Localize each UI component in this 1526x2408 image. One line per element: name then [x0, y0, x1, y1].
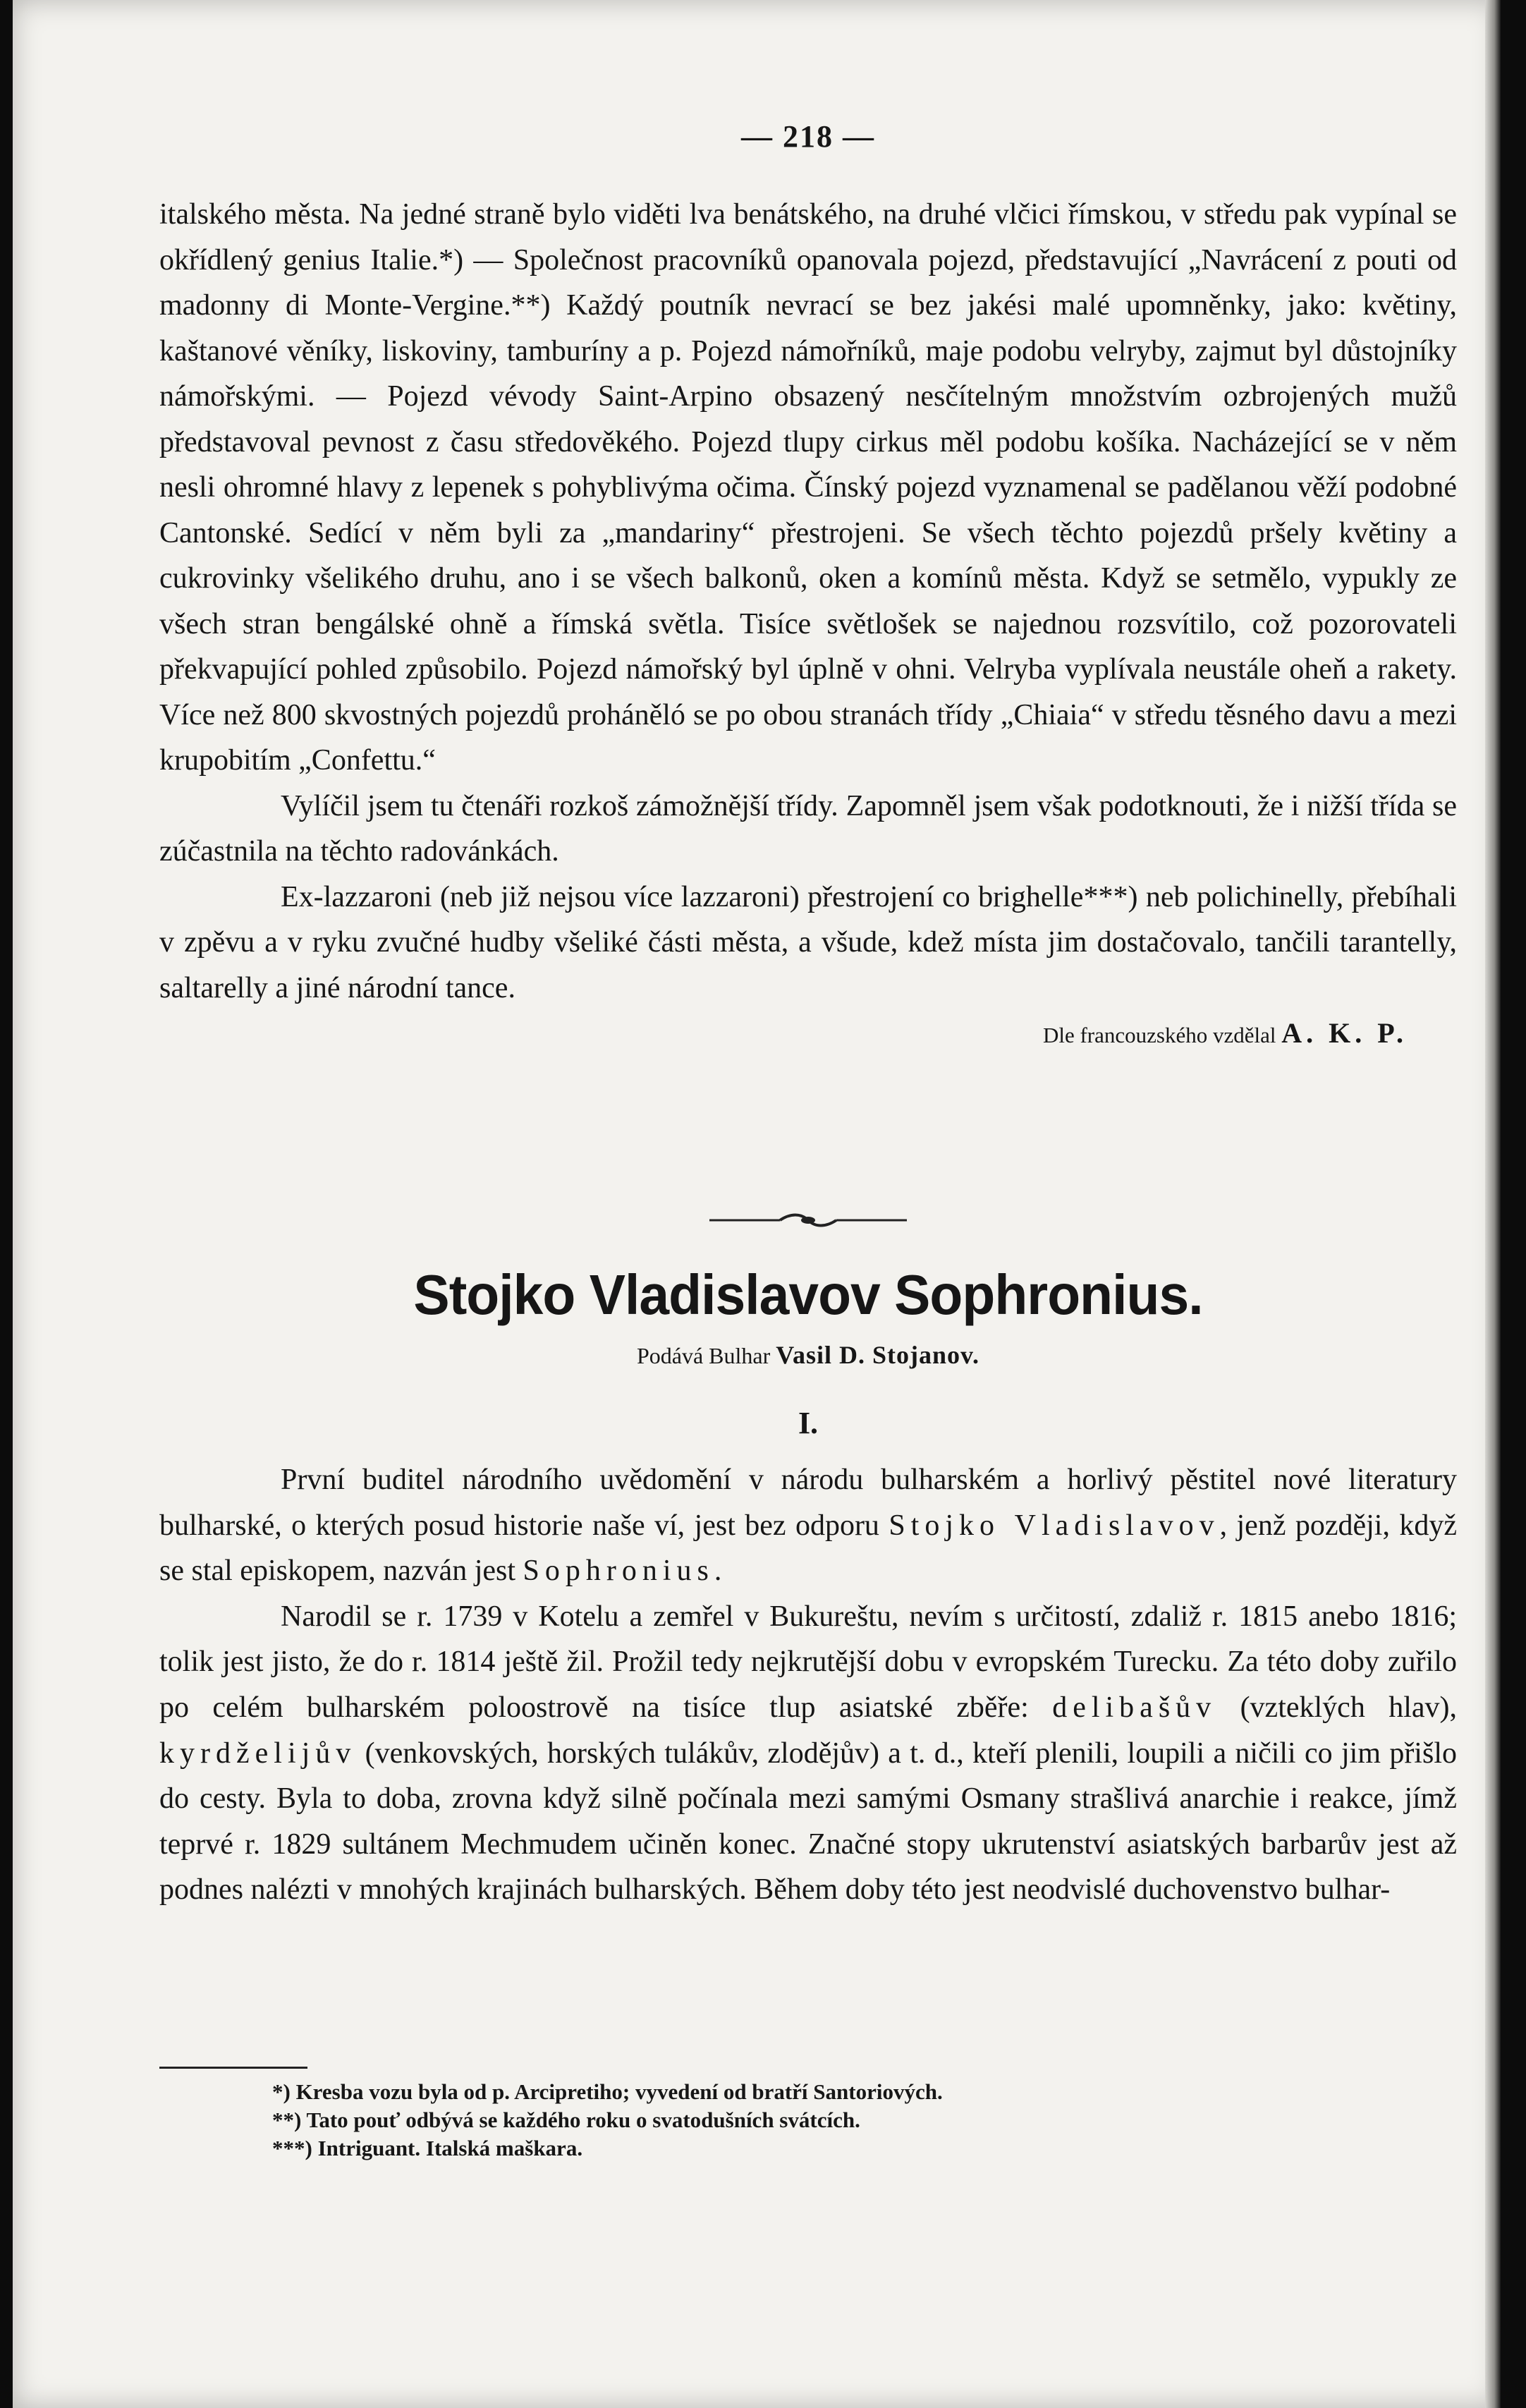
text-run: .: [714, 1555, 722, 1588]
paragraph-biography: [159, 1594, 1457, 1913]
footnote-rule: [159, 2067, 307, 2069]
text-run: (vzteklých hlav),: [1216, 1691, 1458, 1724]
byline-prefix: Podává Bulhar: [636, 1343, 771, 1368]
page-number: — 218 —: [741, 119, 875, 154]
article-body: [159, 1457, 1457, 1913]
text-run: První buditel národního uvědomění v národu bulharském a horlivý pěstitel nové literatury bulharské, o kterých posud historie naše ví, jest bez odporu: [159, 1464, 1457, 1542]
section-divider-ornament: [709, 1210, 907, 1230]
byline-author: Vasil D. Stojanov.: [776, 1341, 980, 1369]
signature-line: [159, 1011, 1457, 1058]
spaced-name-stojko: Stojko Vladislavov: [889, 1509, 1220, 1542]
text-run: , jenž později, když se stal episkopem, nazván jest: [159, 1509, 1458, 1588]
section-number: I.: [798, 1406, 819, 1440]
article-byline: [159, 1340, 1457, 1370]
paragraph-lazzaroni: Ex-lazzaroni (neb již nejsou více lazzaroni) přestrojení co brighelle***) neb polichinelly, přebíhali v zpěvu a v ryku zvučné hudby všeliké části města, a všude, kdež místa jim dostačovalo, tančili tarantelly, saltarelly a jiné národní tance.: [159, 880, 1457, 1004]
scanned-page: [13, 0, 1501, 2408]
paragraph-first-awakener: [159, 1457, 1457, 1594]
footnotes: [272, 2078, 1330, 2163]
signature-prefix: Dle francouzského vzdělal: [1042, 1023, 1276, 1047]
text-run: (venkovských, horských tulákův, zlodějův) a t. d., kteří plenili, loupili a ničili co jim přišlo do cesty. Byla to doba, zrovna když silně počínala mezi samými Osmany strašlivá anarchie i reakce, jímž teprvé r. 1829 sultánem Mechmudem učiněn konec. Značné stopy ukrutenství asiatských barbarův jest až podnes nalézti v mnohých krajinách bulharských. Během doby této jest neodvislé duchovenstvo bulhar-: [159, 1737, 1457, 1907]
paragraph-upper-class: Vylíčil jsem tu čtenáři rozkoš zámožnější třídy. Zapomněl jsem však podotknouti, že i nižší třída se zúčastnila na těchto radovánkách.: [159, 789, 1457, 868]
paragraph-carnival: italského města. Na jedné straně bylo viděti lva benátského, na druhé vlčici římskou, v středu pak vypínal se okřídlený genius Italie.*) — Společnost pracovníků opanovala pojezd, představující „Navrácení z pouti od madonny di Monte-Vergine.**) Každý poutník nevrací se bez jakési malé upomněnky, jako: květiny, kaštanové věníky, liskoviny, tamburíny a p. Pojezd námořníků, maje podobu velryby, zajmut byl důstojníky námořskými. — Pojezd vévody Saint-Arpino obsazený nesčítelným množstvím ozbrojených mužů představoval pevnost z času středověkého. Pojezd tlupy cirkus měl podobu košíka. Nacházející se v něm nesli ohromné hlavy z lepenek s pohyblivýma očima. Čínský pojezd vyznamenal se padělanou věží podobné Cantonské. Sedící v něm byli za „mandariny“ přestrojeni. Se všech těchto pojezdů pršely květiny a cukrovinky všelikého druhu, ano i se všech balkonů, oken a komínů města. Když se setmělo, vypukly ze všech stran bengálské ohně a římská světla. Tisíce světlošek se najednou rozsvítilo, což pozorovateli překvapující pohled způsobilo. Pojezd námořský byl úplně v ohni. Velryba vyplívala neustále oheň a rakety. Více než 800 skvostných pojezdů proháněló se po obou stranách třídy „Chiaia“ v středu těsného davu a mezi krupobitím „Confettu.“: [159, 198, 1457, 777]
spaced-term-delibasuv: delibašův: [1052, 1691, 1217, 1724]
text-run: Narodil se r. 1739 v Kotelu a zemřel v Bukureštu, nevím s určitostí, zdaliž r. 1815 anebo 1816; tolik jest jisto, že do r. 1814 ještě žil. Prožil tedy nejkrutější dobu v evropském Turecku. Za této doby zuřilo po celém bulharském poloostrově na tisíce tlup asiatské zběře:: [159, 1600, 1457, 1724]
footnote-1: *) Kresba vozu byla od p. Arcipretiho; vyvedení od bratří Santoriových.: [272, 2079, 943, 2104]
spaced-term-kyrdzelijuv: kyrdželijův: [159, 1737, 357, 1770]
page-edge-shadow: [1485, 0, 1501, 2408]
footnote-2: **) Tato pouť odbývá se každého roku o svatodušních svátcích.: [272, 2108, 860, 2132]
spaced-name-sophronius: Sophronius: [523, 1555, 714, 1588]
article-title: Stojko Vladislavov Sophronius.: [413, 1263, 1203, 1326]
continued-article: [159, 192, 1457, 1058]
signature-initials: A. K. P.: [1281, 1017, 1408, 1049]
footnote-3: ***) Intriguant. Italská maškara.: [272, 2136, 583, 2160]
